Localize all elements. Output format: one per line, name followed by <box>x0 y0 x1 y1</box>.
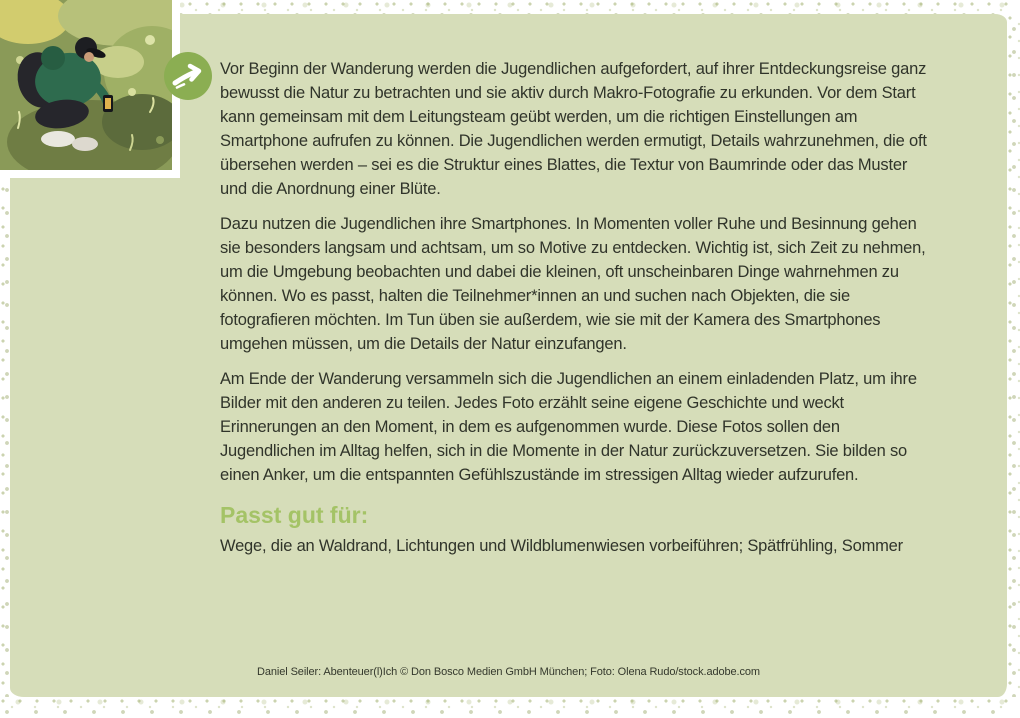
paragraph-intro: Vor Beginn der Wanderung werden die Jugendlichen aufgefordert, auf ihrer Entdeckungsreise ganz bewusst die Natur zu betrachten und sie aktiv durch Makro-Fotografie zu erkunden. Vor dem Start kann gemeinsam mit dem Leitungsteam geübt werden, um die richtigen Einstellungen am Smartphone aufrufen zu können. Die Jugendlichen werden ermutigt, Details wahrzunehmen, die oft übersehen werden – sei es die Struktur eines Blattes, die Textur von Baumrinde oder das Muster und die Anordnung einer Blüte. <box>220 60 927 198</box>
suits-heading: Passt gut für: <box>220 502 369 528</box>
paragraph-ending: Am Ende der Wanderung versammeln sich die Jugendlichen an einem einladenden Platz, um ihre Bilder mit den anderen zu teilen. Jedes Foto erzählt seine eigene Geschichte und weckt Erinnerungen an den Moment, in dem es aufgenommen wurde. Diese Fotos sollen den Jugendlichen im Alltag helfen, sich in die Momente in der Natur zurückzuversetzen. Sie bilden so einen Anker, um die entspannten Gefühlszustände im stressigen Alltag wieder aufzurufen. <box>220 370 917 484</box>
arrow-right-icon <box>164 52 212 100</box>
torn-edge-bottom-texture <box>0 697 1020 718</box>
paragraph-activity: Dazu nutzen die Jugendlichen ihre Smartphones. In Momenten voller Ruhe und Besinnung gehen sie besonders langsam und achtsam, um so Motive zu entdecken. Wichtig ist, sich Zeit zu nehmen, um die Umgebung beobachten und dabei die kleinen, oft unscheinbaren Dinge wahrnehmen zu können. Wo es passt, halten die Teilnehmer*innen an und suchen nach Objekten, die sie fotografieren möchten. Im Tun üben sie außerdem, wie sie mit der Kamera des Smartphones umgehen müssen, um die Details der Natur einzufangen. <box>220 215 926 353</box>
suits-line: Wege, die an Waldrand, Lichtungen und Wildblumenwiesen vorbeiführen; Spätfrühling, Sommer <box>220 537 903 555</box>
photo-teen-macro-photography <box>0 0 180 178</box>
credit-line: Daniel Seiler: Abenteuer(l)Ich © Don Bosco Medien GmbH München; Foto: Olena Rudo/stock.adobe.com <box>257 666 760 678</box>
torn-edge-right-texture <box>1007 14 1020 697</box>
body-text-block <box>220 57 932 569</box>
photo-illustration <box>0 0 172 170</box>
